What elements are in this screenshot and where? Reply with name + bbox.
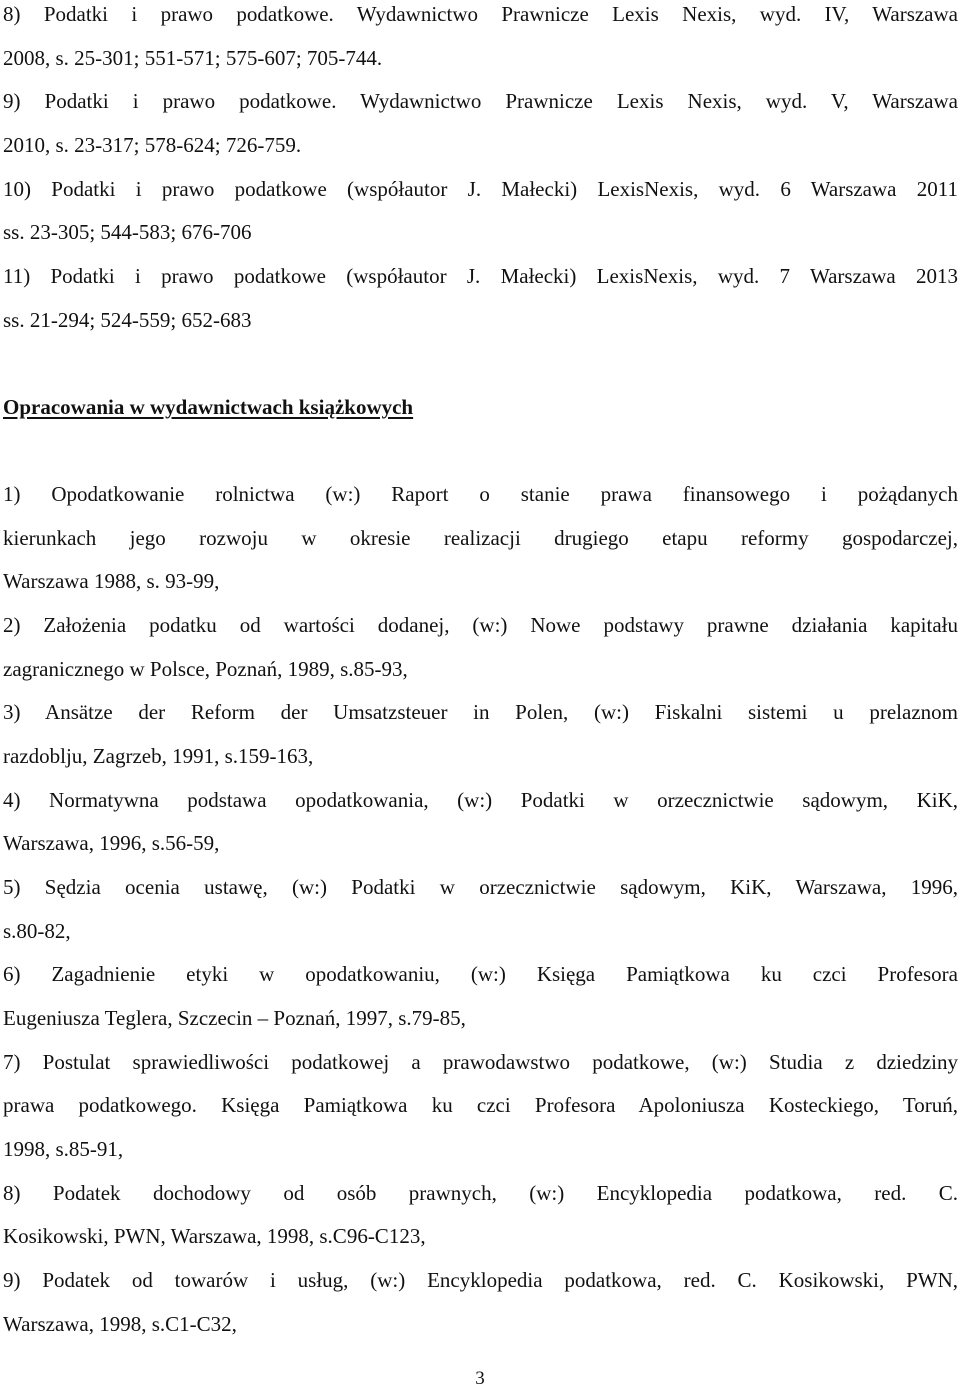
section-item-1-line-3: Warszawa 1988, s. 93-99, xyxy=(3,569,220,593)
section-item-2-line-2: zagranicznego w Polsce, Poznań, 1989, s.85-93, xyxy=(3,657,408,681)
section-item-8-line-1: 8) Podatek dochodowy od osób prawnych, (w:) Encyklopedia podatkowa, red. C. xyxy=(3,1181,958,1205)
section-item-7-line-3: 1998, s.85-91, xyxy=(3,1137,124,1161)
section-item-4-line-2: Warszawa, 1996, s.56-59, xyxy=(3,831,220,855)
section-item-1-line-1: 1) Opodatkowanie rolnictwa (w:) Raport o stanie prawa finansowego i pożądanych xyxy=(3,482,958,506)
section-item-5-line-1: 5) Sędzia ocenia ustawę, (w:) Podatki w orzecznictwie sądowym, KiK, Warszawa, 1996, xyxy=(3,875,958,899)
list-item-10-line-2: ss. 23-305; 544-583; 676-706 xyxy=(3,220,252,244)
section-item-9-line-2: Warszawa, 1998, s.C1-C32, xyxy=(3,1312,237,1336)
list-item-11-line-1: 11) Podatki i prawo podatkowe (współautor J. Małecki) LexisNexis, wyd. 7 Warszawa 2013 xyxy=(3,264,958,288)
list-item-9-line-2: 2010, s. 23-317; 578-624; 726-759. xyxy=(3,133,302,157)
section-item-6-line-1: 6) Zagadnienie etyki w opodatkowaniu, (w:) Księga Pamiątkowa ku czci Profesora xyxy=(3,962,958,986)
section-item-5-line-2: s.80-82, xyxy=(3,919,71,943)
section-item-7-line-2: prawa podatkowego. Księga Pamiątkowa ku czci Profesora Apoloniusza Kosteckiego, Toruń, xyxy=(3,1093,958,1117)
section-item-7-line-1: 7) Postulat sprawiedliwości podatkowej a prawodawstwo podatkowe, (w:) Studia z dziedziny xyxy=(3,1050,958,1074)
page-number: 3 xyxy=(475,1368,485,1389)
list-item-9-line-1: 9) Podatki i prawo podatkowe. Wydawnictwo Prawnicze Lexis Nexis, wyd. V, Warszawa xyxy=(3,89,958,113)
section-item-3-line-1: 3) Ansätze der Reform der Umsatzsteuer in Polen, (w:) Fiskalni sistemi u prelaznom xyxy=(3,700,958,724)
list-item-8-line-2: 2008, s. 25-301; 551-571; 575-607; 705-744. xyxy=(3,46,383,70)
section-item-6-line-2: Eugeniusza Teglera, Szczecin – Poznań, 1997, s.79-85, xyxy=(3,1006,466,1030)
section-item-4-line-1: 4) Normatywna podstawa opodatkowania, (w:) Podatki w orzecznictwie sądowym, KiK, xyxy=(3,788,958,812)
list-item-10-line-1: 10) Podatki i prawo podatkowe (współautor J. Małecki) LexisNexis, wyd. 6 Warszawa 2011 xyxy=(3,177,958,201)
section-item-8-line-2: Kosikowski, PWN, Warszawa, 1998, s.C96-C123, xyxy=(3,1224,426,1248)
section-item-1-line-2: kierunkach jego rozwoju w okresie realizacji drugiego etapu reformy gospodarczej, xyxy=(3,526,958,550)
list-item-11-line-2: ss. 21-294; 524-559; 652-683 xyxy=(3,308,252,332)
section-item-9-line-1: 9) Podatek od towarów i usług, (w:) Encyklopedia podatkowa, red. C. Kosikowski, PWN, xyxy=(3,1268,958,1292)
section-item-2-line-1: 2) Założenia podatku od wartości dodanej, (w:) Nowe podstawy prawne działania kapitału xyxy=(3,613,958,637)
list-item-8-line-1: 8) Podatki i prawo podatkowe. Wydawnictwo Prawnicze Lexis Nexis, wyd. IV, Warszawa xyxy=(3,2,958,26)
section-heading: Opracowania w wydawnictwach książkowych xyxy=(3,395,414,419)
section-item-3-line-2: razdoblju, Zagrzeb, 1991, s.159-163, xyxy=(3,744,314,768)
